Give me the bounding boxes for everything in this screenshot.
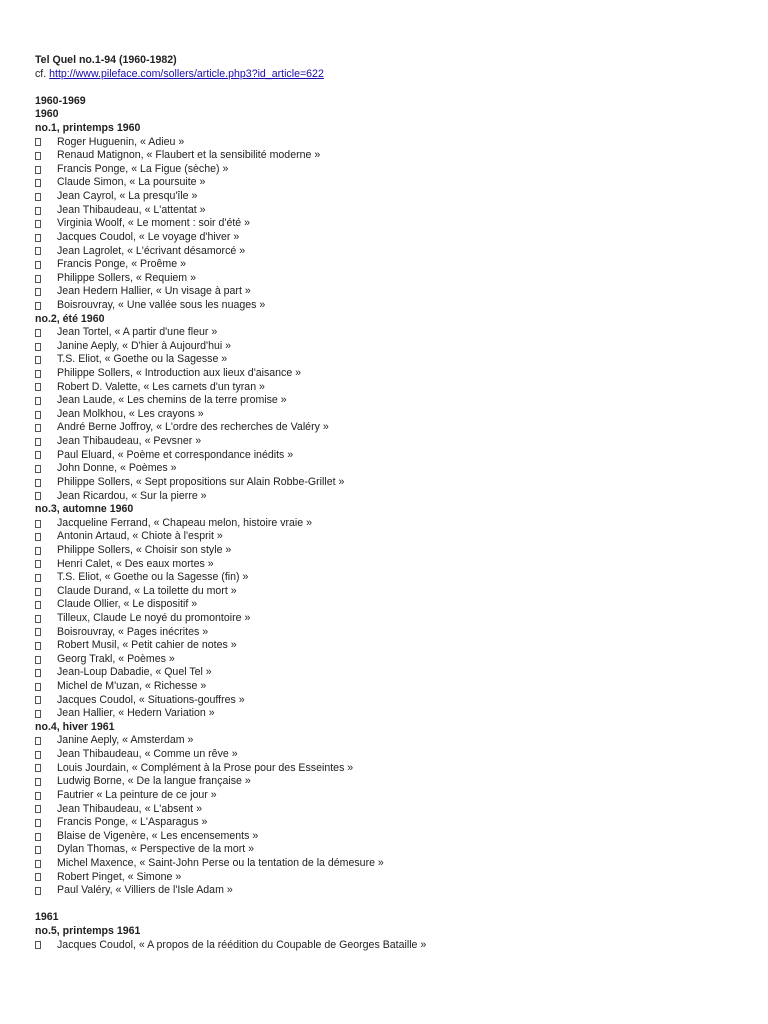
list-item [35,843,745,857]
list-item-text: Philippe Sollers, « Introduction aux lieux d'aisance » [57,367,302,380]
list-item [35,857,745,871]
bullet-box-icon [35,819,41,827]
list-item-text: Francis Ponge, « L'Asparagus » [57,816,208,829]
bullet-box-icon [35,792,41,800]
bullet-box-icon [35,207,41,215]
bullet-box-icon [35,138,41,146]
bullet-box-icon [35,737,41,745]
list-item-text: Virginia Woolf, « Le moment : soir d'été » [57,217,251,230]
list-item [35,408,745,422]
list-item [35,707,745,721]
list-item [35,490,745,504]
list-item [35,231,745,245]
bullet-box-icon [35,778,41,786]
list-item [35,285,745,299]
list-item-text: Jean Molkhou, « Les crayons » [57,407,204,420]
list-item-text: Robert D. Valette, « Les carnets d'un tyran » [57,380,265,393]
list-item [35,190,745,204]
bullet-box-icon [35,220,41,228]
list-item [35,476,745,490]
list-item-text: Jean Hallier, « Hedern Variation » [57,707,215,720]
list-item [35,571,745,585]
list-item-text: Fautrier « La peinture de ce jour » [57,788,217,801]
list-item-text: Jean Lagrolet, « L'écrivant désamorcé » [57,244,246,257]
list-item-text: Jean Thibaudeau, « L'absent » [57,802,202,815]
list-item-text: John Donne, « Poèmes » [57,462,177,475]
list-item [35,462,745,476]
list-item [35,762,745,776]
bullet-box-icon [35,166,41,174]
bullet-box-icon [35,710,41,718]
blank-line [35,81,745,95]
bullet-box-icon [35,152,41,160]
period-heading: 1960-1969 [35,94,86,107]
list-item-text: Jean Cayrol, « La presqu'île » [57,190,198,203]
bullet-box-icon [35,302,41,310]
list-item [35,830,745,844]
bullet-box-icon [35,833,41,841]
list-item-text: Jean Thibaudeau, « Comme un rêve » [57,748,238,761]
list-item [35,544,745,558]
list-item-text: Philippe Sollers, « Sept propositions sur Alain Robbe-Grillet » [57,475,345,488]
bullet-box-icon [35,588,41,596]
list-item [35,299,745,313]
bullet-box-icon [35,329,41,337]
list-item-text: Georg Trakl, « Poèmes » [57,652,175,665]
bullet-box-icon [35,424,41,432]
list-item-text: Jacqueline Ferrand, « Chapeau melon, histoire vraie » [57,516,312,529]
list-item-text: T.S. Eliot, « Goethe ou la Sagesse » [57,353,228,366]
bullet-box-icon [35,397,41,405]
list-item-text: Philippe Sollers, « Requiem » [57,271,196,284]
list-item [35,748,745,762]
list-item-text: Antonin Artaud, « Chiote à l'esprit » [57,530,223,543]
list-item-text: T.S. Eliot, « Goethe ou la Sagesse (fin) » [57,571,249,584]
year-heading: 1960 [35,108,59,121]
list-item [35,272,745,286]
list-item [35,435,745,449]
bullet-box-icon [35,887,41,895]
bullet-box-icon [35,941,41,949]
issue-heading: no.5, printemps 1961 [35,925,141,937]
list-item [35,517,745,531]
reference-link[interactable]: http://www.pileface.com/sollers/article.php3?id_article=622 [49,67,324,80]
list-item [35,884,745,898]
list-item-text: Tilleux, Claude Le noyé du promontoire » [57,611,251,624]
list-item [35,680,745,694]
list-item-text: Renaud Matignon, « Flaubert et la sensibilité moderne » [57,149,321,162]
list-item [35,381,745,395]
list-item-text: Michel de M'uzan, « Richesse » [57,680,207,693]
list-item-text: Philippe Sollers, « Choisir son style » [57,543,232,556]
bullet-box-icon [35,288,41,296]
bullet-box-icon [35,247,41,255]
list-item [35,530,745,544]
list-item [35,639,745,653]
list-item-text: Robert Musil, « Petit cahier de notes » [57,639,237,652]
list-item-text: Roger Huguenin, « Adieu » [57,135,185,148]
bullet-box-icon [35,343,41,351]
bullet-box-icon [35,751,41,759]
list-item-text: Paul Eluard, « Poème et correspondance inédits » [57,448,294,461]
bullet-box-icon [35,520,41,528]
bullet-box-icon [35,451,41,459]
list-item [35,803,745,817]
list-item [35,258,745,272]
list-item-text: Boisrouvray, « Une vallée sous les nuages » [57,298,266,311]
list-item [35,136,745,150]
list-item [35,421,745,435]
list-item-text: Francis Ponge, « La Figue (sèche) » [57,162,229,175]
list-item-text: Janine Aeply, « D'hier à Aujourd'hui » [57,339,232,352]
list-item [35,245,745,259]
bullet-box-icon [35,383,41,391]
bullet-box-icon [35,873,41,881]
list-item-text: Boisrouvray, « Pages inécrites » [57,625,209,638]
list-item-text: Janine Aeply, « Amsterdam » [57,734,194,747]
bullet-box-icon [35,370,41,378]
bullet-box-icon [35,669,41,677]
list-item [35,149,745,163]
list-item [35,176,745,190]
issue-heading: no.3, automne 1960 [35,503,134,516]
list-item [35,775,745,789]
list-item [35,694,745,708]
bullet-box-icon [35,533,41,541]
list-item [35,353,745,367]
issue-heading: no.1, printemps 1960 [35,122,141,135]
document-title: Tel Quel no.1-94 (1960-1982) [35,54,177,66]
list-item-text: Jean Thibaudeau, « Pevsner » [57,435,202,448]
list-item-text: Jean Laude, « Les chemins de la terre promise » [57,394,287,407]
bullet-box-icon [35,193,41,201]
list-item-text: Claude Simon, « La poursuite » [57,176,206,189]
list-item-text: Ludwig Borne, « De la langue française » [57,775,251,788]
list-item-text: Dylan Thomas, « Perspective de la mort » [57,843,255,856]
bullet-box-icon [35,547,41,555]
list-item-text: Jean-Loup Dabadie, « Quel Tel » [57,666,212,679]
list-item [35,871,745,885]
year-heading: 1961 [35,911,59,924]
list-item-text: Claude Ollier, « Le dispositif » [57,598,198,611]
list-item [35,939,745,953]
bullet-box-icon [35,492,41,500]
list-item-text: André Berne Joffroy, « L'ordre des recherches de Valéry » [57,421,329,434]
bullet-box-icon [35,261,41,269]
list-item-text: Jacques Coudol, « A propos de la réédition du Coupable de Georges Bataille » [57,938,427,951]
bullet-box-icon [35,179,41,187]
bullet-box-icon [35,805,41,813]
list-item [35,340,745,354]
bullet-box-icon [35,356,41,364]
list-item-text: Louis Jourdain, « Complément à la Prose pour des Esseintes » [57,761,354,774]
list-item [35,816,745,830]
list-item-text: Jean Ricardou, « Sur la pierre » [57,489,207,502]
bullet-box-icon [35,560,41,568]
list-item [35,163,745,177]
issue-heading: no.4, hiver 1961 [35,720,115,733]
list-item-text: Jacques Coudol, « Situations-gouffres » [57,693,245,706]
bullet-box-icon [35,628,41,636]
list-item [35,626,745,640]
list-item [35,734,745,748]
list-item-text: Francis Ponge, « Proême » [57,258,186,271]
list-item [35,585,745,599]
bullet-box-icon [35,275,41,283]
bullet-box-icon [35,860,41,868]
list-item-text: Jean Thibaudeau, « L'attentat » [57,203,206,216]
list-item [35,558,745,572]
bullet-box-icon [35,411,41,419]
list-item [35,394,745,408]
list-item-text: Blaise de Vigenère, « Les encensements » [57,829,259,842]
sections-container [35,95,745,952]
list-item-text: Jacques Coudol, « Le voyage d'hiver » [57,230,240,243]
bullet-box-icon [35,465,41,473]
issue-heading: no.2, été 1960 [35,312,105,325]
bullet-box-icon [35,601,41,609]
list-item [35,326,745,340]
bullet-box-icon [35,642,41,650]
list-item [35,449,745,463]
bullet-box-icon [35,764,41,772]
bullet-box-icon [35,846,41,854]
list-item [35,789,745,803]
list-item [35,217,745,231]
bullet-box-icon [35,615,41,623]
list-item-text: Henri Calet, « Des eaux mortes » [57,557,214,570]
list-item [35,666,745,680]
blank-line [35,898,745,912]
list-item [35,598,745,612]
bullet-box-icon [35,696,41,704]
bullet-box-icon [35,656,41,664]
bullet-box-icon [35,438,41,446]
bullet-box-icon [35,574,41,582]
bullet-box-icon [35,479,41,487]
list-item [35,612,745,626]
list-item-text: Paul Valéry, « Villiers de l'Isle Adam » [57,884,233,897]
reference-line [35,68,745,82]
list-item-text: Claude Durand, « La toilette du mort » [57,584,237,597]
reference-prefix: cf. [35,67,50,80]
list-item-text: Robert Pinget, « Simone » [57,870,182,883]
list-item-text: Jean Tortel, « A partir d'une fleur » [57,326,218,339]
list-item [35,653,745,667]
list-item-text: Jean Hedern Hallier, « Un visage à part » [57,285,251,298]
bullet-box-icon [35,234,41,242]
bullet-box-icon [35,683,41,691]
list-item [35,204,745,218]
list-item-text: Michel Maxence, « Saint-John Perse ou la tentation de la démesure » [57,856,384,869]
list-item [35,367,745,381]
document-body [35,54,745,952]
